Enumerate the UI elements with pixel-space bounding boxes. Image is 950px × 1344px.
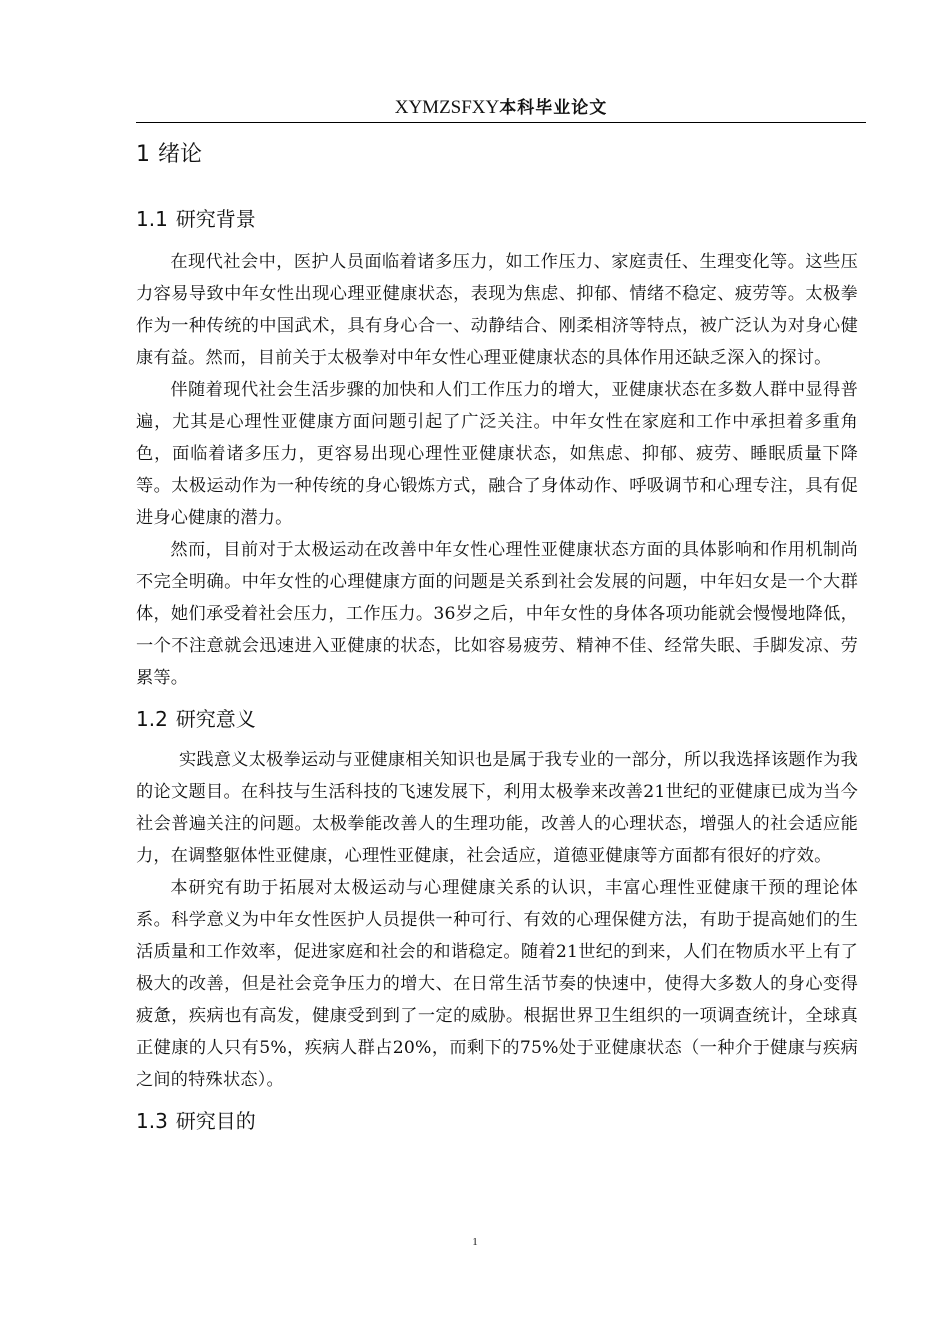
header-title: 本科毕业论文 <box>499 98 608 118</box>
page-body <box>136 128 858 1136</box>
section-number: 1.3 <box>136 1109 168 1133</box>
paragraph: 本研究有助于拓展对太极运动与心理健康关系的认识，丰富心理性亚健康干预的理论体系。科学意义为中年女性医护人员提供一种可行、有效的心理保健方法，有助于提高她们的生活质量和工作效率，促进家庭和社会的和谐稳定。随着21世纪的到来，人们在物质水平上有了极大的改善，但是社会竞争压力的增大、在日常生活节奏的快速中，使得大多数人的身心变得疲惫，疾病也有高发，健康受到到了一定的威胁。根据世界卫生组织的一项调查统计，全球真正健康的人只有5%，疾病人群占20%，而剩下的75%处于亚健康状态（一种介于健康与疾病之间的特殊状态）。 <box>136 878 858 1090</box>
section-title: 研究目的 <box>175 1109 256 1133</box>
page-header <box>136 94 866 123</box>
section-title: 研究意义 <box>175 707 256 731</box>
chapter-heading <box>136 140 858 170</box>
section-title: 研究背景 <box>175 207 256 231</box>
paragraph: 在现代社会中，医护人员面临着诸多压力，如工作压力、家庭责任、生理变化等。这些压力容易导致中年女性出现心理亚健康状态，表现为焦虑、抑郁、情绪不稳定、疲劳等。太极拳作为一种传统的中国武术，具有身心合一、动静结合、刚柔相济等特点，被广泛认为对身心健康有益。然而，目前关于太极拳对中年女性心理亚健康状态的具体作用还缺乏深入的探讨。 <box>136 252 858 368</box>
section-heading-1-3 <box>136 1106 858 1136</box>
paragraph: 然而，目前对于太极运动在改善中年女性心理性亚健康状态方面的具体影响和作用机制尚不完全明确。中年女性的心理健康方面的问题是关系到社会发展的问题，中年妇女是一个大群体，她们承受着社会压力，工作压力。36岁之后，中年女性的身体各项功能就会慢慢地降低，一个不注意就会迅速进入亚健康的状态，比如容易疲劳、精神不佳、经常失眠、手脚发凉、劳累等。 <box>136 540 858 688</box>
chapter-number: 1 <box>136 142 150 167</box>
header-latin: XYMZSFXY <box>394 97 500 118</box>
section-heading-1-2 <box>136 704 858 734</box>
paragraph: 实践意义太极拳运动与亚健康相关知识也是属于我专业的一部分，所以我选择该题作为我的论文题目。在科技与生活科技的飞速发展下，利用太极拳来改善21世纪的亚健康已成为当今社会普遍关注的问题。太极拳能改善人的生理功能，改善人的心理状态，增强人的社会适应能力，在调整躯体性亚健康，心理性亚健康，社会适应，道德亚健康等方面都有很好的疗效。 <box>136 750 858 866</box>
section-number: 1.1 <box>136 207 168 231</box>
paragraph: 伴随着现代社会生活步骤的加快和人们工作压力的增大，亚健康状态在多数人群中显得普遍，尤其是心理性亚健康方面问题引起了广泛关注。中年女性在家庭和工作中承担着多重角色，面临着诸多压力，更容易出现心理性亚健康状态，如焦虑、抑郁、疲劳、睡眠质量下降等。太极运动作为一种传统的身心锻炼方式，融合了身体动作、呼吸调节和心理专注，具有促进身心健康的潜力。 <box>136 380 858 528</box>
chapter-title: 绪论 <box>158 142 203 167</box>
section-number: 1.2 <box>136 707 168 731</box>
section-heading-1-1 <box>136 204 858 234</box>
page-number: 1 <box>472 1236 478 1248</box>
